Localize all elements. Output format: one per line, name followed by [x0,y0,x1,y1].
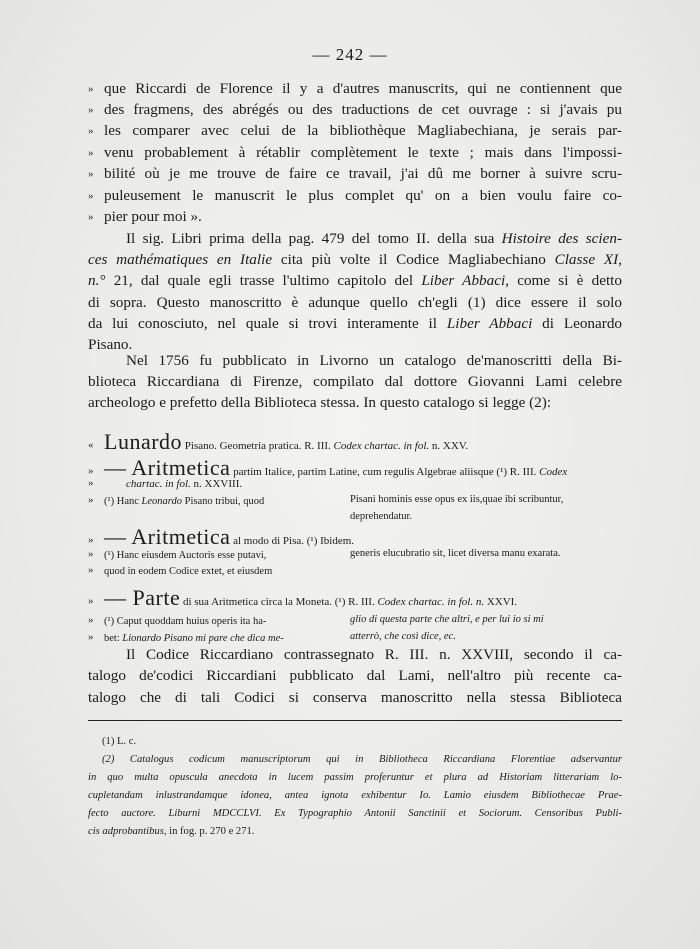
catalog-note: » (¹) Hanc eiusdem Auctoris esse putavi, [88,548,267,561]
catalog-note: » (¹) Hanc Leonardo Pisano tribui, quod [88,494,265,507]
catalog-entry: » — Aritmetica partim Italice, partim Latine, cum regulis Algebrae aliisque (¹) R. III. Codex [88,455,568,480]
quote-line: » puleusement le manuscrit le plus complet qu' on a bien voulu faire co- [88,187,622,204]
footnote-2: (2) Catalogus codicum manuscriptorum qui in Bibliotheca Riccardiana Florentiae adservantur [102,754,622,765]
catalog-note: » (¹) Caput quoddam huius operis ita ha- [88,614,267,627]
quote-line: » que Riccardi de Florence il y a d'autres manuscrits, qui ne contiennent que [88,80,622,97]
quote-line: » pier pour moi ». [88,208,202,225]
catalog-entry: » — Aritmetica al modo di Pisa. (¹) Ibidem. [88,524,355,549]
footnote-divider [88,720,622,721]
scanned-page: — 242 — » que Riccardi de Florence il y a d'autres manuscrits, qui ne contiennent que » des fragmens, des abrégés ou des traductions de cet ouvrage : si j'avais pu » les comparer avec celui de la bibliothèque Magliabechiana, je serais par- » venu probablement à rétablir complètement le texte ; mais dans l'impossi- » bilité où je me trouve de faire ce travail, j'ai dû me borner à suivre scru- » puleusement le manuscrit le plus complet qu' on a bien voulu faire co- » pier pour moi ». Il sig. Libri prima della pag. 479 del tomo II. della sua Histoire des scien- ces mathématiques en Italie cita più volte il Codice Magliabechiano Classe XI, n.° 21, dal quale egli trasse l'ultimo capitolo del Liber Abbaci, come si è detto di sopra. Questo manoscritto è adunque quello ch'egli (1) dice essere il solo da lui conosciuto, nel quale si trovi interamente il Liber Abbaci di Leonardo Pisano. Nel 1756 fu pubblicato in Livorno un catalogo de'manoscritti della Bi- blioteca Riccardiana di Firenze, compilato dal dottore Giovanni Lami celebre archeologo e prefetto della Biblioteca stessa. In questo catalogo si legge (2): « Lunardo Pisano. Geometria pratica. R. III. Codex chartac. in fol. n. XXV. » — Aritmetica partim Italice, partim Latine, cum regulis Algebrae aliisque (¹) R. III. Codex » chartac. in fol. n. XXVIII. » (¹) Hanc Leonardo Pisano tribui, quod Pisani hominis esse opus ex iis,quae ibi scribuntur, deprehendatur. » — Aritmetica al modo di Pisa. (¹) Ibidem. » (¹) Hanc eiusdem Auctoris esse putavi, » quod in eodem Codice extet, et eiusdem generis elucubratio sit, licet diversa manu exarata. » — Parte di sua Aritmetica circa la Moneta. (¹) R. III. Codex chartac. in fol. n. XXVI. » (¹) Caput quoddam huius operis ita ha- » bet: Lionardo Pisano mi pare che dica me- glio di questa parte che altri, e per lui io si mi atterrò, che così dice, ec. Il Codice Riccardiano contrassegnato R. III. n. XXVIII, secondo il ca- talogo de'codici Riccardiani pubblicato dal Lami, nell'altro più recente ca- talogo che di tali Codici si conserva manoscritto nella stessa Biblioteca (1) L. c. (2) Catalogus codicum manuscriptorum qui in Bibliotheca Riccardiana Florentiae adservantur in quo multa opuscula anecdota in lucem passim proferuntur et plura ad Historiam litterariam lo- cupletandam inlustrandamque idonea, antea ignota exhibentur Io. Lamio eiusdem Bibliothecae Prae- fecto auctore. Liburni MDCCLVI. Ex Typographio Antonii Sanctinii et Sociorum. Censoribus Publi- cis adprobantibus, in fog. p. 270 e 271. [0,0,700,949]
catalog-entry: « Lunardo Pisano. Geometria pratica. R. III. Codex chartac. in fol. n. XXV. [88,429,469,454]
quote-line: » des fragmens, des abrégés ou des traductions de cet ouvrage : si j'avais pu [88,101,622,118]
quote-line: » les comparer avec celui de la bibliothèque Magliabechiana, je serais par- [88,122,622,139]
catalog-entry: » — Parte di sua Aritmetica circa la Moneta. (¹) R. III. Codex chartac. in fol. n. XXVI. [88,585,518,610]
footnote-1: (1) L. c. [102,736,137,747]
page-number: — 242 — [312,45,388,64]
quote-line: » bilité où je me trouve de faire ce travail, j'ai dû me borner à suivre scru- [88,165,622,182]
quote-line: » venu probablement à rétablir complètement le texte ; mais dans l'impossi- [88,144,622,161]
